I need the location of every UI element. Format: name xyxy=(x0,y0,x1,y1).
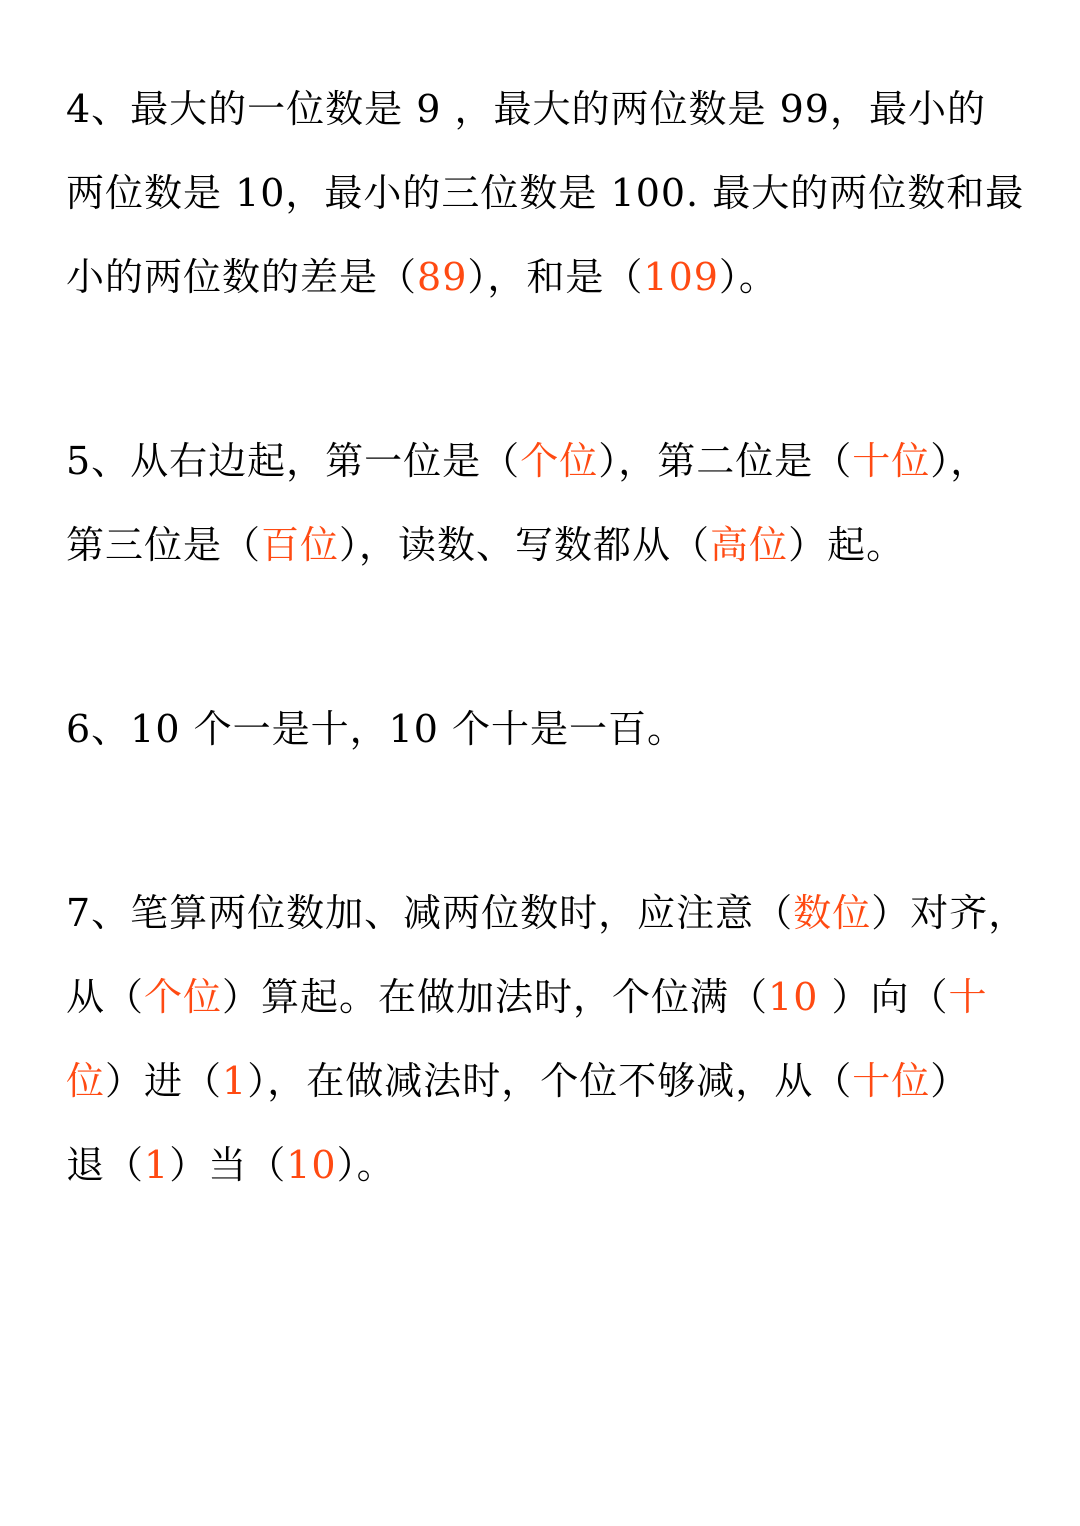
question-text: ）当（ xyxy=(169,1143,287,1187)
question-text: 7、笔算两位数加、减两位数时，应注意（ xyxy=(66,891,794,935)
line-item7-4 xyxy=(66,1141,396,1189)
question-text: ），读数、写数都从（ xyxy=(339,523,711,567)
question-text: ），在做减法时，个位不够减，从（ xyxy=(247,1059,853,1103)
line-item7-2 xyxy=(66,973,988,1021)
line-item4-3 xyxy=(66,253,778,301)
question-text: ）算起。在做加法时，个位满（ xyxy=(222,975,769,1019)
question-text: 4、最大的一位数是 9 ，最大的两位数是 99，最小的 xyxy=(66,87,986,131)
answer-text: 109 xyxy=(643,255,719,299)
answer-text: 十 xyxy=(948,975,988,1019)
answer-text: 数位 xyxy=(793,891,872,935)
answer-text: 1 xyxy=(222,1059,248,1103)
question-text: ），第二位是（ xyxy=(598,439,853,483)
question-text: ）起。 xyxy=(788,523,906,567)
line-item5-2 xyxy=(66,521,905,569)
answer-text: 位 xyxy=(66,1059,106,1103)
question-text: ） xyxy=(930,1059,970,1103)
question-text: 退（ xyxy=(66,1143,145,1187)
answer-text: 百位 xyxy=(261,523,340,567)
answer-text: 个位 xyxy=(520,439,599,483)
line-item5-1 xyxy=(66,437,989,485)
question-text: 6、10 个一是十，10 个十是一百。 xyxy=(66,707,687,751)
answer-text: 1 xyxy=(144,1143,170,1187)
line-item4-1 xyxy=(66,85,986,133)
answer-text: 十位 xyxy=(852,439,931,483)
question-text: ）。 xyxy=(718,255,778,299)
line-item7-3 xyxy=(66,1057,969,1105)
question-text: 第三位是（ xyxy=(66,523,262,567)
question-text: 两位数是 10，最小的三位数是 100. 最大的两位数和最 xyxy=(66,171,1025,215)
answer-text: 高位 xyxy=(710,523,789,567)
question-text: ）， xyxy=(930,439,990,483)
question-text: ），和是（ xyxy=(467,255,644,299)
line-item4-2 xyxy=(66,169,1024,217)
question-text: ）。 xyxy=(336,1143,396,1187)
question-text: ）进（ xyxy=(105,1059,223,1103)
answer-text: 10 xyxy=(286,1143,337,1187)
question-text: 小的两位数的差是（ xyxy=(66,255,418,299)
question-text: ）对齐， xyxy=(871,891,1028,935)
answer-text: 十位 xyxy=(852,1059,931,1103)
answer-text: 10 xyxy=(768,975,832,1019)
question-text: 从（ xyxy=(66,975,145,1019)
line-item6-1 xyxy=(66,705,686,753)
answer-text: 89 xyxy=(417,255,468,299)
question-text: ）向（ xyxy=(831,975,949,1019)
answer-text: 个位 xyxy=(144,975,223,1019)
question-text: 5、从右边起，第一位是（ xyxy=(66,439,521,483)
line-item7-1 xyxy=(66,889,1027,937)
